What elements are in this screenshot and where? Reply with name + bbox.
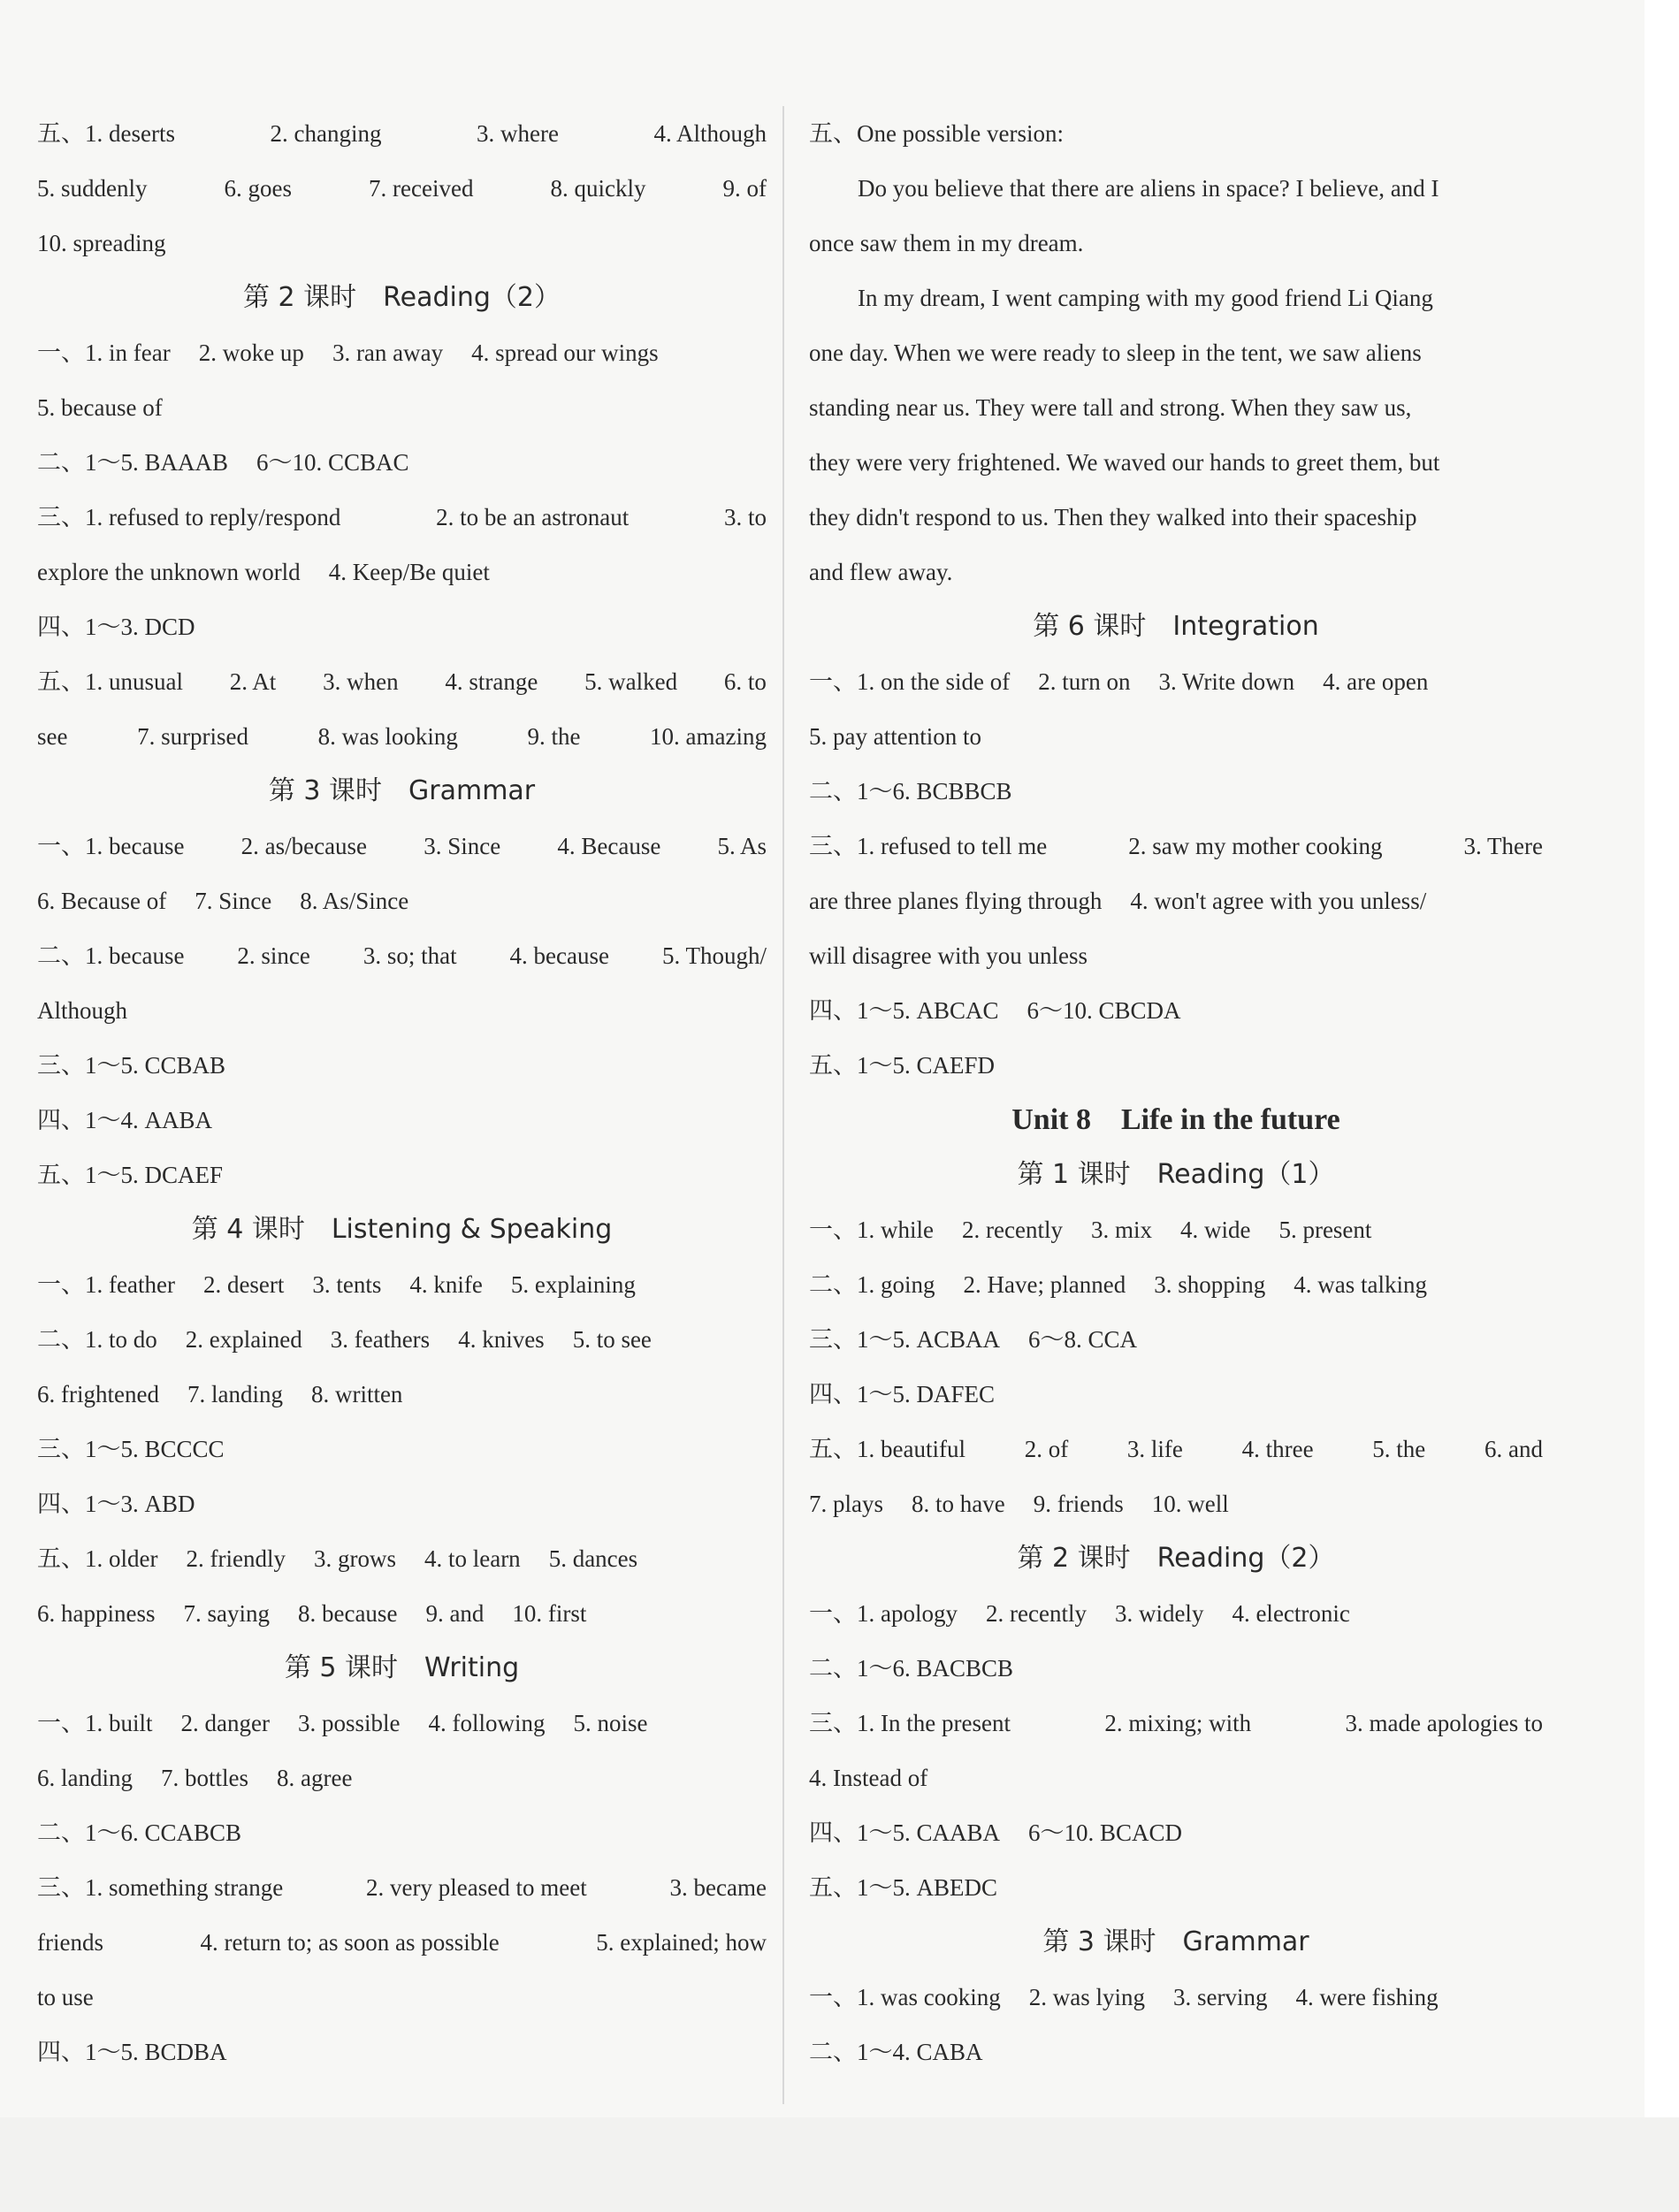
answer-segment: 二、1～4. CABA (809, 2039, 983, 2065)
answer-segment: 6. happiness (37, 1600, 156, 1627)
answer-segment: explore the unknown world (37, 559, 301, 585)
answer-segment: 8. was looking (317, 723, 458, 750)
answer-segment: 2. saw my mother cooking (1128, 833, 1383, 859)
answer-segment: 四、1～5. DAFEC (809, 1381, 996, 1407)
answer-segment: 3. widely (1114, 1600, 1204, 1627)
answer-segment: 一、1. feather (37, 1271, 175, 1298)
answer-segment: 3. shopping (1154, 1271, 1266, 1298)
answer-segment: 9. of (722, 175, 767, 202)
answer-line (37, 2025, 767, 2079)
answer-segment: 三、1. In the present (809, 1710, 1011, 1736)
answer-segment: 5. noise (573, 1710, 648, 1736)
answer-segment: 6. to (723, 668, 767, 695)
answer-line (809, 1476, 1543, 1531)
answer-segment: standing near us. They were tall and strong. When they saw us, (809, 394, 1412, 421)
answer-segment: 2. recently (986, 1600, 1087, 1627)
answer-segment: 9. the (527, 723, 581, 750)
lesson-heading: 第 3 课时 Grammar (1042, 1926, 1309, 1957)
answer-segment: 4. because (509, 942, 609, 969)
answer-line (37, 106, 767, 161)
answer-segment: 四、1～3. ABD (37, 1491, 195, 1517)
answer-segment: 五、1. beautiful (809, 1436, 965, 1462)
answer-segment: 3. made apologies to (1345, 1710, 1543, 1736)
answer-segment: 5. explained; how (596, 1929, 767, 1956)
answer-segment: 6～10. CCBAC (256, 449, 409, 476)
answer-segment: 6. goes (224, 175, 293, 202)
answer-segment: 一、1. in fear (37, 339, 171, 366)
answer-line (37, 490, 767, 545)
answer-segment: 3. serving (1172, 1984, 1268, 2010)
answer-line (37, 1312, 767, 1367)
answer-line (37, 1860, 767, 1915)
answer-line (37, 983, 767, 1038)
answer-segment: 4. wide (1179, 1217, 1251, 1243)
answer-segment: 二、1～6. CCABCB (37, 1819, 242, 1846)
answer-segment: one day. When we were ready to sleep in the tent, we saw aliens (809, 339, 1422, 366)
answer-line (37, 1586, 767, 1641)
answer-line (809, 271, 1543, 325)
answer-line (37, 1148, 767, 1202)
answer-line (809, 819, 1543, 873)
answer-segment: 三、1～5. CCBAB (37, 1052, 226, 1079)
answer-line (809, 873, 1543, 928)
answer-segment: 4. won't agree with you unless/ (1130, 888, 1427, 914)
answer-segment: see (37, 723, 68, 750)
answer-segment: to use (37, 1984, 94, 2010)
answer-segment: 2. recently (962, 1217, 1063, 1243)
answer-line (37, 1367, 767, 1422)
answer-line (37, 928, 767, 983)
answer-line (809, 380, 1543, 435)
answer-segment: 2. very pleased to meet (366, 1874, 587, 1901)
answer-line (37, 545, 767, 599)
answer-segment: 3. tents (312, 1271, 382, 1298)
answer-line (809, 654, 1543, 709)
answer-line (37, 435, 767, 490)
answer-segment: 三、1～5. ACBAA (809, 1326, 1001, 1353)
answer-line (37, 1531, 767, 1586)
answer-segment: 2. desert (202, 1271, 285, 1298)
lesson-heading: 第 4 课时 Listening & Speaking (191, 1214, 613, 1245)
answer-segment: 10. spreading (37, 230, 166, 256)
answer-segment: 2. since (237, 942, 310, 969)
answer-line (809, 1696, 1543, 1751)
answer-segment: 五、One possible version: (809, 120, 1064, 147)
answer-segment: 5. the (1372, 1436, 1426, 1462)
answer-segment: 3. when (323, 668, 399, 695)
answer-line (37, 1476, 767, 1531)
answer-segment: 9. and (425, 1600, 485, 1627)
answer-segment: 5. to see (572, 1326, 652, 1353)
answer-segment: 3. mix (1090, 1217, 1152, 1243)
answer-segment: 4. strange (445, 668, 538, 695)
answer-segment: 二、1. going (809, 1271, 935, 1298)
answer-segment: 4. Keep/Be quiet (328, 559, 490, 585)
answer-segment: 四、1～5. CAABA (809, 1819, 1001, 1846)
answer-segment: 一、1. apology (809, 1600, 958, 1627)
answer-segment: 二、1～6. BACBCB (809, 1655, 1014, 1682)
answer-segment: 4. were fishing (1295, 1984, 1439, 2010)
answer-line (809, 1970, 1543, 2025)
answer-segment: 9. friends (1033, 1491, 1124, 1517)
answer-segment: 2. turn on (1038, 668, 1131, 695)
answer-segment: 4. Instead of (809, 1765, 928, 1791)
answer-segment: 四、1～5. ABCAC (809, 997, 999, 1024)
answer-segment: 四、1～5. BCDBA (37, 2039, 227, 2065)
answer-segment: 四、1～3. DCD (37, 614, 195, 640)
answer-segment: 8. quickly (550, 175, 646, 202)
answer-segment: 8. to have (912, 1491, 1005, 1517)
answer-segment: Do you believe that there are aliens in space? I believe, and I (858, 175, 1439, 202)
answer-segment: 8. written (310, 1381, 403, 1407)
answer-segment: 五、1～5. ABEDC (809, 1874, 998, 1901)
answer-segment: 二、1. to do (37, 1326, 157, 1353)
answer-segment: 三、1～5. BCCCC (37, 1436, 225, 1462)
answer-segment: 5. Though/ (661, 942, 767, 969)
answer-line (809, 1751, 1543, 1805)
answer-segment: 3. Write down (1158, 668, 1295, 695)
answer-segment: 二、1～5. BAAAB (37, 449, 229, 476)
answer-line (37, 1696, 767, 1751)
answer-segment: 五、1. older (37, 1545, 158, 1572)
answer-segment: 6. landing (37, 1765, 133, 1791)
answer-line (37, 1093, 767, 1148)
answer-line (809, 1422, 1543, 1476)
answer-line (809, 764, 1543, 819)
answer-segment: 5. suddenly (37, 175, 148, 202)
page-bottom-margin (0, 2117, 1679, 2212)
answer-segment: 三、1. refused to tell me (809, 833, 1048, 859)
answer-segment: 五、1. unusual (37, 668, 183, 695)
answer-segment: 3. grows (313, 1545, 396, 1572)
answer-line (809, 983, 1543, 1038)
lesson-heading: 第 5 课时 Writing (284, 1652, 520, 1683)
answer-line (37, 654, 767, 709)
answer-segment: 2. At (229, 668, 277, 695)
answer-segment: 6. and (1484, 1436, 1543, 1462)
answer-segment: 3. life (1126, 1436, 1183, 1462)
answer-segment: 2. Have; planned (963, 1271, 1126, 1298)
answer-segment: 6. Because of (37, 888, 167, 914)
answer-segment: 一、1. was cooking (809, 1984, 1001, 2010)
answer-segment: 4. three (1241, 1436, 1314, 1462)
answer-segment: 5. walked (584, 668, 678, 695)
answer-line (37, 1257, 767, 1312)
answer-line (809, 1586, 1543, 1641)
answer-line (809, 1860, 1543, 1915)
answer-segment: 2. danger (180, 1710, 270, 1736)
answer-segment: 五、1～5. CAEFD (809, 1052, 996, 1079)
answer-line (809, 161, 1543, 216)
answer-segment: 一、1. while (809, 1217, 934, 1243)
answer-segment: 4. was talking (1294, 1271, 1427, 1298)
answer-segment: and flew away. (809, 559, 953, 585)
answer-line (809, 709, 1543, 764)
answer-segment: 7. landing (187, 1381, 283, 1407)
answer-line (809, 1257, 1543, 1312)
answer-segment: 4. spread our wings (471, 339, 659, 366)
answer-segment: 二、1～6. BCBBCB (809, 778, 1012, 805)
answer-segment: 五、1～5. DCAEF (37, 1162, 224, 1188)
answer-segment: 4. Although (653, 120, 767, 147)
answer-segment: 4. following (428, 1710, 546, 1736)
answer-segment: 二、1. because (37, 942, 185, 969)
answer-line (37, 325, 767, 380)
answer-segment: will disagree with you unless (809, 942, 1088, 969)
answer-line (809, 1641, 1543, 1696)
answer-line (809, 1312, 1543, 1367)
answer-segment: they didn't respond to us. Then they walked into their spaceship (809, 504, 1417, 530)
answer-line (37, 161, 767, 216)
answer-segment: 一、1. built (37, 1710, 153, 1736)
answer-segment: 三、1. something strange (37, 1874, 284, 1901)
lesson-heading: 第 2 课时 Reading（2） (242, 282, 561, 313)
answer-segment: 3. feathers (330, 1326, 431, 1353)
answer-segment: 7. Since (195, 888, 272, 914)
answer-line (37, 873, 767, 928)
page-edge (1645, 0, 1679, 2212)
answer-line (809, 435, 1543, 490)
answer-segment: 5. present (1278, 1217, 1372, 1243)
answer-line (809, 1038, 1543, 1093)
answer-segment: 6～8. CCA (1028, 1326, 1138, 1353)
answer-segment: 6. frightened (37, 1381, 159, 1407)
answer-line (37, 599, 767, 654)
answer-segment: 2. changing (270, 120, 382, 147)
answer-line (809, 2025, 1543, 2079)
answer-line (37, 1751, 767, 1805)
answer-segment: 3. became (669, 1874, 767, 1901)
answer-segment: 4. Because (557, 833, 661, 859)
answer-line (809, 928, 1543, 983)
answer-line (37, 1915, 767, 1970)
answer-segment: 10. amazing (650, 723, 767, 750)
answer-segment: 5. explaining (510, 1271, 636, 1298)
answer-line (809, 1202, 1543, 1257)
answer-line (809, 545, 1543, 599)
column-divider (782, 106, 784, 2104)
answer-segment: 4. to learn (424, 1545, 521, 1572)
answer-segment: 4. electronic (1232, 1600, 1350, 1627)
answer-segment: 4. are open (1323, 668, 1429, 695)
answer-line (37, 1422, 767, 1476)
answer-line (37, 709, 767, 764)
answer-line (37, 1970, 767, 2025)
answer-segment: 6～10. BCACD (1028, 1819, 1183, 1846)
lesson-heading: 第 2 课时 Reading（2） (1017, 1543, 1335, 1574)
answer-line (809, 490, 1543, 545)
answer-segment: 2. was lying (1028, 1984, 1145, 2010)
answer-segment: 3. Since (424, 833, 501, 859)
answer-segment: 3. ran away (332, 339, 444, 366)
answer-segment: 5. dances (548, 1545, 638, 1572)
answer-segment: 2. of (1024, 1436, 1069, 1462)
answer-segment: 8. As/Since (300, 888, 409, 914)
unit-heading: Unit 8 Life in the future (1011, 1103, 1340, 1136)
answer-line (809, 106, 1543, 161)
answer-line (809, 325, 1543, 380)
lesson-heading: 第 6 课时 Integration (1033, 611, 1319, 642)
answer-segment: 2. explained (185, 1326, 302, 1353)
answer-segment: 2. to be an astronaut (436, 504, 630, 530)
answer-segment: 7. bottles (161, 1765, 248, 1791)
answer-segment: 7. surprised (137, 723, 249, 750)
answer-segment: Although (37, 997, 128, 1024)
answer-segment: 一、1. because (37, 833, 185, 859)
answer-segment: 3. There (1463, 833, 1543, 859)
answer-segment: are three planes flying through (809, 888, 1103, 914)
lesson-heading: 第 3 课时 Grammar (268, 775, 536, 806)
answer-segment: 6～10. CBCDA (1026, 997, 1181, 1024)
answer-line (37, 819, 767, 873)
answer-segment: 7. plays (809, 1491, 883, 1517)
answer-segment: 5. pay attention to (809, 723, 981, 750)
answer-segment: 3. possible (297, 1710, 401, 1736)
answer-line (37, 1805, 767, 1860)
answer-segment: 7. received (369, 175, 474, 202)
answer-segment: 10. well (1151, 1491, 1229, 1517)
answer-segment: 四、1～4. AABA (37, 1107, 213, 1133)
answer-segment: 10. first (512, 1600, 587, 1627)
answer-segment: 8. because (297, 1600, 398, 1627)
answer-segment: 五、1. deserts (37, 120, 175, 147)
answer-line (809, 216, 1543, 271)
answer-segment: 3. so; that (363, 942, 457, 969)
answer-segment: 3. to (723, 504, 767, 530)
answer-segment: 2. as/because (240, 833, 368, 859)
answer-segment: 2. woke up (198, 339, 304, 366)
answer-line (809, 1367, 1543, 1422)
answer-segment: 5. because of (37, 394, 163, 421)
answer-line (809, 1805, 1543, 1860)
answer-segment: 4. return to; as soon as possible (200, 1929, 500, 1956)
answer-segment: 4. knife (409, 1271, 483, 1298)
answer-segment: they were very frightened. We waved our hands to greet them, but (809, 449, 1440, 476)
answer-line (37, 216, 767, 271)
answer-segment: In my dream, I went camping with my good friend Li Qiang (858, 285, 1433, 311)
answer-segment: 3. where (477, 120, 559, 147)
answer-segment: friends (37, 1929, 103, 1956)
answer-segment: 一、1. on the side of (809, 668, 1011, 695)
answer-segment: 2. mixing; with (1104, 1710, 1252, 1736)
answer-segment: once saw them in my dream. (809, 230, 1084, 256)
answer-line (37, 1038, 767, 1093)
lesson-heading: 第 1 课时 Reading（1） (1017, 1159, 1335, 1190)
answer-line (37, 380, 767, 435)
answer-segment: 5. As (717, 833, 767, 859)
answer-segment: 7. saying (183, 1600, 270, 1627)
answer-segment: 2. friendly (186, 1545, 286, 1572)
answer-segment: 三、1. refused to reply/respond (37, 504, 341, 530)
answer-segment: 8. agree (277, 1765, 353, 1791)
answer-segment: 4. knives (458, 1326, 545, 1353)
